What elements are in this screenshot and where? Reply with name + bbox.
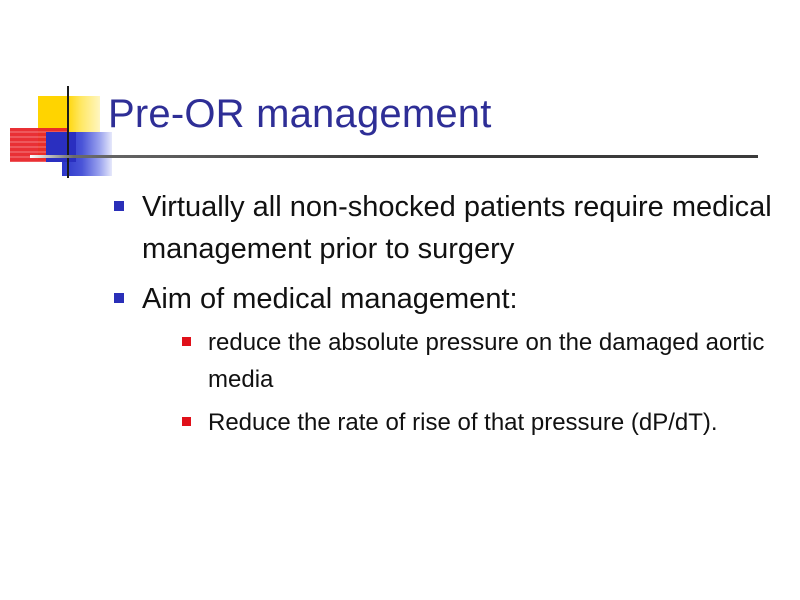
bullet-list xyxy=(110,186,780,449)
sub-bullet-item-2 xyxy=(176,404,780,441)
sub-bullet-text: Reduce the rate of rise of that pressure (dP/dT). xyxy=(208,409,718,436)
bullet-item-1 xyxy=(110,186,780,270)
square-bullet-icon xyxy=(114,293,124,303)
sub-bullet-text: reduce the absolute pressure on the damaged aortic media xyxy=(208,329,765,393)
bullet-item-2 xyxy=(110,278,780,441)
slide-title: Pre-OR management xyxy=(108,92,492,136)
sub-bullet-list xyxy=(176,324,780,441)
decorative-logo-blocks xyxy=(0,0,120,190)
title-underline xyxy=(30,155,758,158)
square-bullet-icon xyxy=(182,337,191,346)
vertical-line xyxy=(67,86,69,178)
bullet-text: Virtually all non-shocked patients require medical management prior to surgery xyxy=(142,191,772,265)
bullet-text: Aim of medical management: xyxy=(142,283,518,315)
sub-bullet-item-1 xyxy=(176,324,780,398)
square-bullet-icon xyxy=(114,201,124,211)
square-bullet-icon xyxy=(182,417,191,426)
